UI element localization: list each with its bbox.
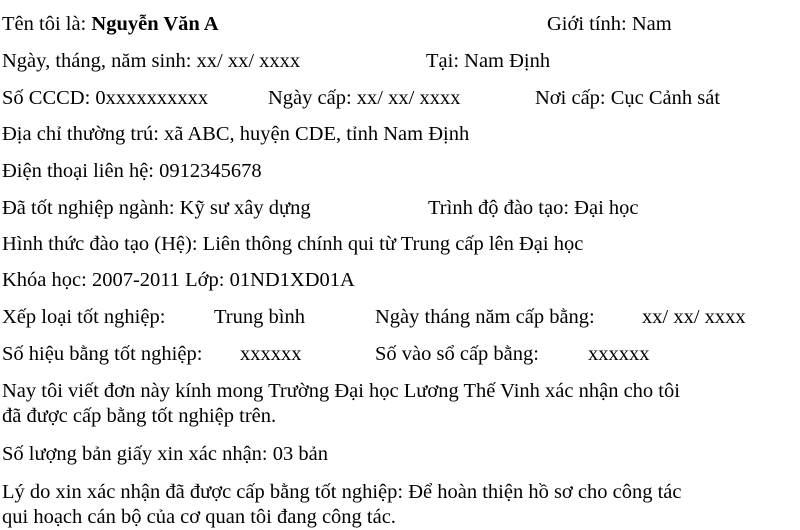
request-line-1: Nay tôi viết đơn này kính mong Trường Đại học Lương Thế Vinh xác nhận cho tôi [2, 380, 680, 402]
register-number-label: Số vào sổ cấp bằng: [375, 343, 539, 365]
diploma-number-label: Số hiệu bằng tốt nghiệp: [2, 343, 203, 365]
birth-date-field: Ngày, tháng, năm sinh: xx/ xx/ xxxx [2, 50, 301, 72]
name-label: Tên tôi là: [2, 13, 87, 35]
birth-place-field: Tại: Nam Định [426, 50, 551, 72]
phone-field: Điện thoại liên hệ: 0912345678 [2, 160, 262, 182]
grade-label: Xếp loại tốt nghiệp: [2, 306, 166, 328]
id-number-field: Số CCCD: 0xxxxxxxxxx [2, 87, 209, 109]
diploma-date-label: Ngày tháng năm cấp bằng: [375, 306, 595, 328]
training-level-field: Trình độ đào tạo: Đại học [428, 197, 639, 219]
training-form-field: Hình thức đào tạo (Hệ): Liên thông chính qui từ Trung cấp lên Đại học [2, 233, 584, 255]
issue-place-field: Nơi cấp: Cục Cảnh sát [535, 87, 721, 109]
reason-line-2: qui hoạch cán bộ của cơ quan tôi đang công tác. [2, 506, 396, 528]
grade-value: Trung bình [214, 306, 305, 328]
diploma-number-value: xxxxxx [240, 343, 302, 365]
address-field: Địa chỉ thường trú: xã ABC, huyện CDE, tỉnh Nam Định [2, 123, 470, 145]
reason-line-1: Lý do xin xác nhận đã được cấp bằng tốt nghiệp: Để hoàn thiện hồ sơ cho công tác [2, 481, 682, 503]
name-row [2, 12, 219, 36]
name-value: Nguyễn Văn A [91, 13, 219, 35]
diploma-date-value: xx/ xx/ xxxx [642, 306, 746, 328]
request-line-2: đã được cấp bằng tốt nghiệp trên. [2, 405, 277, 427]
issue-date-field: Ngày cấp: xx/ xx/ xxxx [268, 87, 461, 109]
register-number-value: xxxxxx [588, 343, 650, 365]
gender-field: Giới tính: Nam [547, 13, 672, 35]
copies-field: Số lượng bản giấy xin xác nhận: 03 bản [2, 443, 328, 465]
major-field: Đã tốt nghiệp ngành: Kỹ sư xây dựng [2, 197, 311, 219]
course-class-field: Khóa học: 2007-2011 Lớp: 01ND1XD01A [2, 269, 355, 291]
